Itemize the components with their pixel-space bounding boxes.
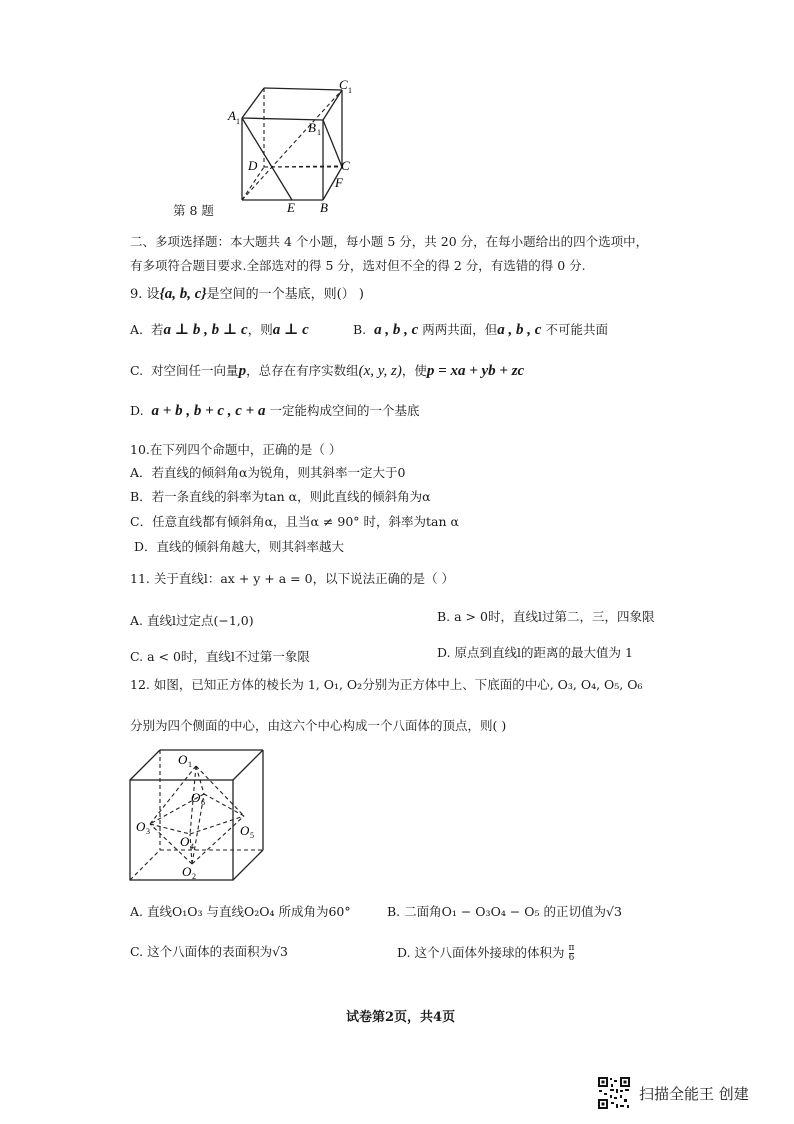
label-o6: O [191,790,201,805]
q12-option-d-fraction [569,944,575,963]
section2-line2: 有多项符合题目要求.全部选对的得 5 分，选对但不全的得 2 分，有选错的得 0 分. [130,258,586,273]
q9-option-b-label: B. [353,322,367,337]
q9-option-c-label: C. [130,363,144,378]
q9-option-c-p: p [238,363,247,379]
q9-option-c-eq: p = xa + yb + zc [426,363,525,379]
q12-option-d-text: D. 这个八面体外接球的体积为 [397,945,565,960]
label-o3-sub: 3 [146,827,150,836]
q9-option-d-math: a + b , b + c , c + a [151,403,266,419]
scanner-brand: 扫描全能王 创建 [639,1085,749,1103]
q9-option-b [353,320,608,339]
label-c: C [341,158,350,173]
q11-option-a: A. 直线l过定点(−1,0) [130,613,254,628]
q9-option-a-math2: a ⊥ c [272,322,309,338]
label-o4-sub: 4 [190,842,194,851]
q10-option-d: D．直线的倾斜角越大，则其斜率越大 [134,539,345,554]
q9-option-d [130,401,419,420]
label-o2-sub: 2 [192,872,196,881]
label-o4: O [180,834,190,849]
q9-stem-set: {a, b, c} [159,286,207,302]
q11-stem: 11. 关于直线l：ax + y + a = 0，以下说法正确的是（ ） [130,571,455,586]
q9-stem-suffix: 是空间的一个基底，则(） ) [206,287,364,302]
q12-option-d-num: π [568,943,575,953]
figure-q12 [122,742,272,887]
qr-code-icon [597,1076,631,1110]
label-b: B [320,200,328,215]
q12-option-d-den: 6 [568,953,575,963]
q12-stem-line1: 12. 如图，已知正方体的棱长为 1, O₁, O₂分别为正方体中上、下底面的中心, O₃, O₄, O₅, O₆ [130,677,643,692]
q9-option-b-text2: 不可能共面 [545,322,608,337]
q12-option-c: C. 这个八面体的表面积为√3 [130,944,288,959]
q10-option-b: B．若一条直线的斜率为tan α，则此直线的倾斜角为α [130,489,431,504]
figure-q8 [220,72,360,222]
q9-option-b-math1: a , b , c [374,322,419,338]
q9-option-d-text: 一定能构成空间的一个基底 [269,403,420,418]
q9-option-a-label: A. [130,322,144,337]
label-a1-sub: 1 [236,117,240,126]
label-a1: A [228,108,236,123]
q9-option-a-text2: ，则 [247,322,273,337]
fig8-caption: 第 8 题 [173,203,214,218]
q10-option-a: A．若直线的倾斜角α为锐角，则其斜率一定大于0 [130,465,406,480]
q11-option-c: C. a < 0时，直线l不过第一象限 [130,649,310,664]
q9-option-c-text3: ，使 [401,363,427,378]
q9-stem [130,283,364,303]
label-o6-sub: 6 [201,798,205,807]
q9-option-a [130,320,309,339]
label-f: F [335,175,343,190]
q9-option-c-text1: 对空间任一向量 [151,363,239,378]
q9-option-c-xyz: (x, y, z) [358,363,402,379]
label-o3: O [136,819,146,834]
q9-option-a-text1: 若 [150,322,164,337]
label-d: D [248,158,258,173]
q12-option-d [397,943,574,963]
label-o5: O [240,823,250,838]
label-e: E [287,200,295,215]
q9-option-c [130,361,524,380]
page-footer: 试卷第2页，共4页 [346,1010,456,1025]
label-c1: C [339,77,348,92]
label-o2: O [182,864,192,879]
label-o5-sub: 5 [250,831,254,840]
q11-option-d: D. 原点到直线l的距离的最大值为 1 [437,645,633,660]
q9-option-b-text1: 两两共面，但 [422,322,498,337]
q10-option-c: C．任意直线都有倾斜角α，且当α ≠ 90° 时，斜率为tan α [130,514,459,529]
label-o1: O [178,752,188,767]
q9-option-c-text2: ，总存在有序实数组 [246,363,359,378]
label-b1: B [308,120,316,135]
q9-option-b-math2: a , b , c [497,322,542,338]
label-b1-sub: 1 [317,128,321,137]
q11-option-b: B. a > 0时，直线l过第二，三，四象限 [437,609,655,624]
q12-option-a: A. 直线O₁O₃ 与直线O₂O₄ 所成角为60° [130,904,351,919]
q12-option-b: B. 二面角O₁ − O₃O₄ − O₅ 的正切值为√3 [387,904,622,919]
label-o1-sub: 1 [188,760,192,769]
q9-stem-prefix: 9. 设 [130,287,160,302]
label-c1-sub: 1 [348,86,352,95]
q9-option-a-math1: a ⊥ b , b ⊥ c [163,322,248,338]
q9-option-d-label: D. [130,403,144,418]
q12-stem-line2: 分别为四个侧面的中心，由这六个中心构成一个八面体的顶点，则( ) [130,718,507,733]
q10-stem: 10.在下列四个命题中，正确的是（ ） [130,442,342,457]
section2-line1: 二、多项选择题：本大题共 4 个小题，每小题 5 分，共 20 分，在每小题给出的四个选项中， [130,234,649,249]
